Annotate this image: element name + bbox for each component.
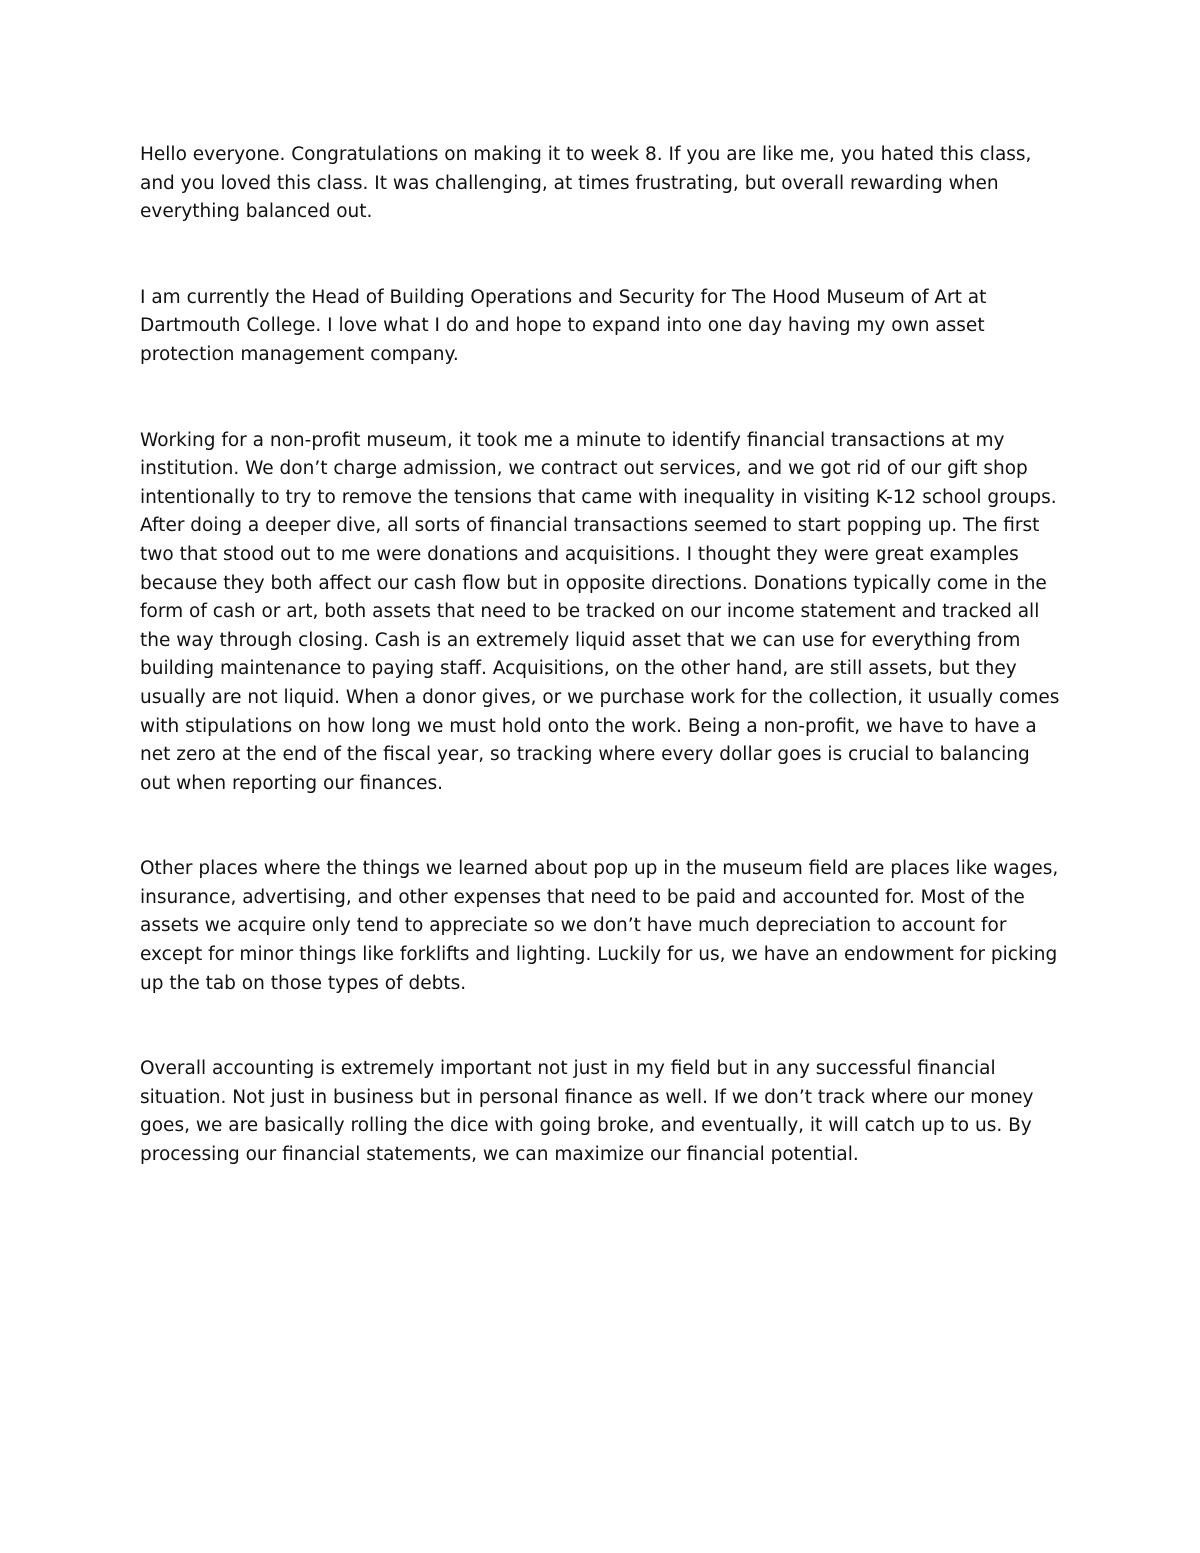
paragraph-current-role: I am currently the Head of Building Operations and Security for The Hood Museum of Art at Dartmouth College. I love what I do and hope to expand into one day having my own asset protection management company. — [140, 286, 987, 365]
paragraph-other-expenses: Other places where the things we learned about pop up in the museum field are places like wages, insurance, advertising, and other expenses that need to be paid and accounted for. Most of the assets we acquire only tend to appreciate so we don’t have much depreciation to account for except for minor things like forklifts and lighting. Luckily for us, we have an endowment for picking up the tab on those types of debts. — [140, 858, 1059, 994]
document-body — [140, 141, 1065, 1170]
paragraph-greeting: Hello everyone. Congratulations on making it to week 8. If you are like me, you hated this class, and you loved this class. It was challenging, at times frustrating, but overall rewarding when everything balanced out. — [140, 144, 1032, 223]
paragraph-financial-transactions: Working for a non-profit museum, it took me a minute to identify financial transactions at my institution. We don’t charge admission, we contract out services, and we got rid of our gift shop intentionally to try to remove the tensions that came with inequality in visiting K-12 school groups. After doing a deeper dive, all sorts of financial transactions seemed to start popping up. The first two that stood out to me were donations and acquisitions. I thought they were great examples because they both affect our cash flow but in opposite directions. Donations typically come in the form of cash or art, both assets that need to be tracked on our income statement and tracked all the way through closing. Cash is an extremely liquid asset that we can use for everything from building maintenance to paying staff. Acquisitions, on the other hand, are still assets, but they usually are not liquid. When a donor gives, or we purchase work for the collection, it usually comes with stipulations on how long we must hold onto the work. Being a non-profit, we have to have a net zero at the end of the fiscal year, so tracking where every dollar goes is crucial to balancing out when reporting our finances. — [140, 429, 1060, 794]
paragraph-conclusion: Overall accounting is extremely important not just in my field but in any successful financial situation. Not just in business but in personal finance as well. If we don’t track where our money goes, we are basically rolling the dice with going broke, and eventually, it will catch up to us. By processing our financial statements, we can maximize our financial potential. — [140, 1058, 1034, 1166]
